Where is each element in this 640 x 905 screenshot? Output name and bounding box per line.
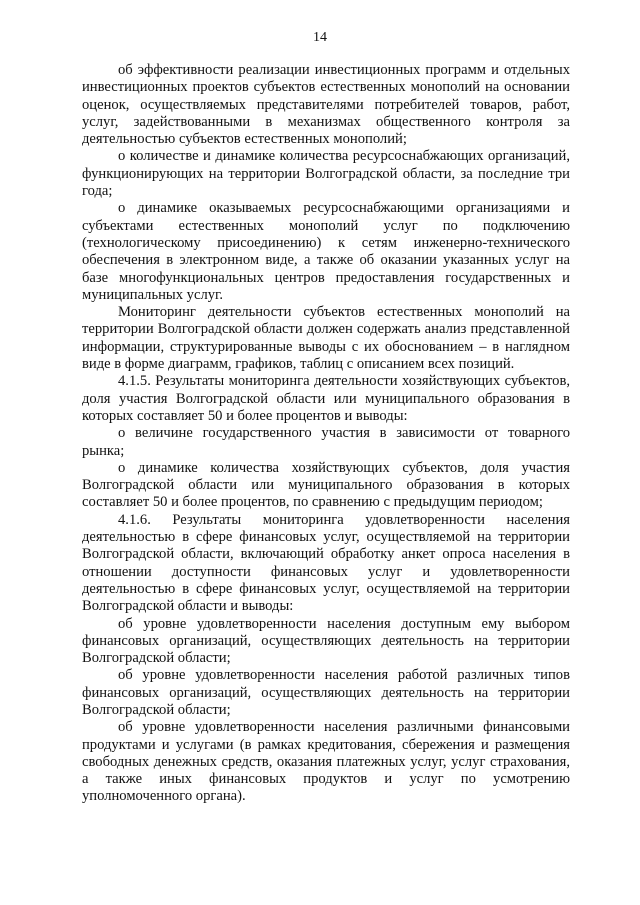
paragraph-section-4-1-6: 4.1.6. Результаты мониторинга удовлетворенности населения деятельностью в сфере финансовых услуг, осуществляемой на территории Волгоградской области, включающий обработку анкет опроса населения в отношении доступности финансовых услуг и удовлетворенности деятельностью в сфере финансовых услуг, осуществляемой на территории Волгоградской области и выводы:	[82, 511, 570, 615]
paragraph-investment-programs: об эффективности реализации инвестиционных программ и отдельных инвестиционных проектов субъектов естественных монополий на основании оценок, осуществляемых представителями потребителей товаров, работ, услуг, задействованными в механизмах общественного контроля за деятельностью субъектов естественных монополий;	[82, 62, 570, 148]
paragraph-monitoring-natural-monopolies: Мониторинг деятельности субъектов естественных монополий на территории Волгоградской области должен содержать анализ представленной информации, структурированные выводы с их обоснованием – в наглядном виде в форме диаграмм, графиков, таблиц с описанием всех позиций.	[82, 304, 570, 373]
paragraph-satisfaction-choice: об уровне удовлетворенности населения доступным ему выбором финансовых организаций, осуществляющих деятельность на территории Волгоградской области;	[82, 615, 570, 667]
paragraph-section-4-1-5: 4.1.5. Результаты мониторинга деятельности хозяйствующих субъектов, доля участия Волгоградской области или муниципального образования в которых составляет 50 и более процентов и выводы:	[82, 373, 570, 424]
paragraph-connection-services: о динамике оказываемых ресурсоснабжающими организациями и субъектами естественных монополий услуг по подключению (технологическому присоединению) к сетям инженерно-технического обеспечения в электронном виде, а также об оказании указанных услуг на базе многофункциональных центров предоставления государственных и муниципальных услуг.	[82, 200, 570, 303]
paragraph-satisfaction-organizations: об уровне удовлетворенности населения работой различных типов финансовых организаций, осуществляющих деятельность на территории Волгоградской области;	[82, 667, 570, 718]
paragraph-satisfaction-products: об уровне удовлетворенности населения различными финансовыми продуктами и услугами (в рамках кредитования, сбережения и размещения свободных денежных средств, оказания платежных услуг, услуг страхования, а также иных финансовых продуктов и услуг по усмотрению уполномоченного органа).	[82, 719, 570, 805]
page-number: 14	[313, 30, 327, 45]
paragraph-state-participation: о величине государственного участия в зависимости от товарного рынка;	[82, 425, 570, 459]
document-body	[82, 62, 570, 806]
paragraph-resource-organizations-count: о количестве и динамике количества ресурсоснабжающих организаций, функционирующих на территории Волгоградской области, за последние три года;	[82, 148, 570, 200]
paragraph-entities-dynamics: о динамике количества хозяйствующих субъектов, доля участия Волгоградской области или муниципального образования в которых составляет 50 и более процентов, по сравнению с предыдущим периодом;	[82, 459, 570, 511]
